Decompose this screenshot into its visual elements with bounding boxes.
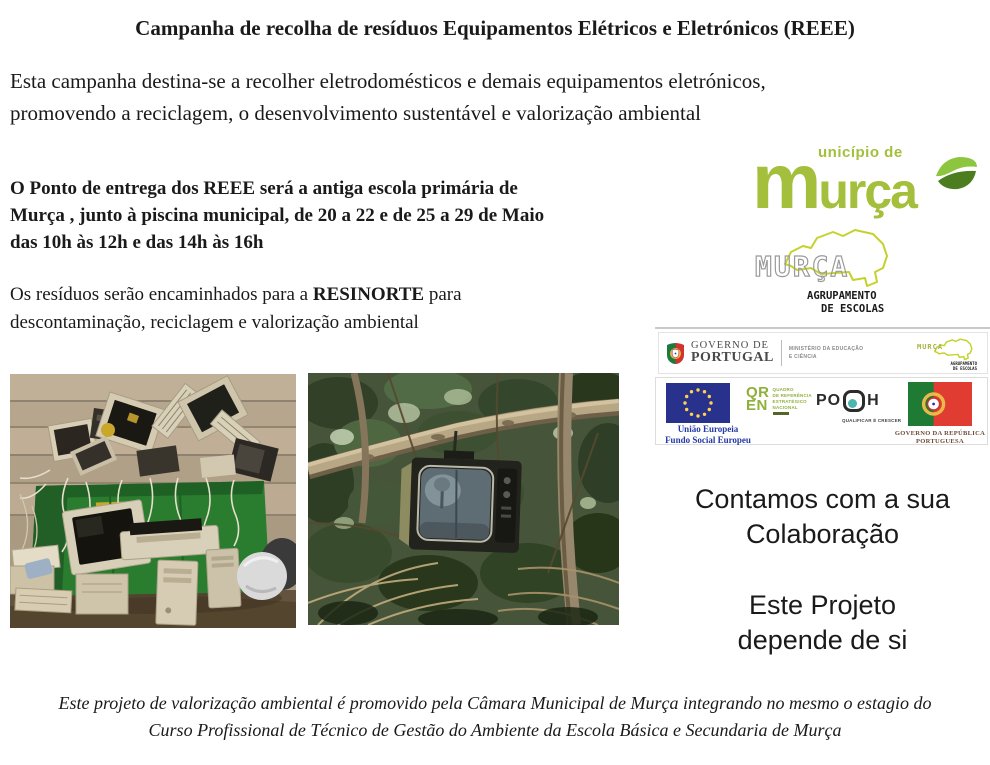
poph-caption: QUALIFICAR É CRESCER	[842, 418, 902, 423]
slogan-line-2: Colaboração	[745, 519, 900, 550]
qren-text-line-2: DE REFERÊNCIA	[772, 393, 812, 399]
mini-agrupamento-caption-line-2: DE ESCOLAS	[952, 365, 977, 371]
qren-text-line-3: ESTRATÉGICO	[772, 399, 807, 405]
republica-caption	[890, 430, 990, 447]
intro-line-2: promovendo a reciclagem, o desenvolvimento sustentável e valorização ambiental	[10, 100, 701, 125]
slogan-line-4: depende de si	[737, 625, 908, 656]
governo-line-1: GOVERNO DE	[691, 340, 769, 352]
destination-suffix: para	[424, 284, 462, 305]
republica-caption-line-2: PORTUGUESA	[916, 438, 964, 446]
eu-caption-line-1: União Europeia	[677, 424, 739, 434]
governo-line-2: PORTUGAL	[691, 350, 774, 366]
mini-agrupamento-name: MURÇA	[917, 343, 944, 351]
agrupamento-caption	[807, 290, 884, 316]
qren-text-line-4: NACIONAL	[772, 405, 798, 411]
slogans-block	[655, 482, 990, 658]
destination-line-2: descontaminação, reciclagem e valorização ambiental	[10, 311, 419, 333]
agrupamento-name: MURÇA	[755, 250, 850, 283]
municipio-small-text: unicípio de	[818, 144, 903, 161]
qren-letters-line-2: EN	[746, 396, 768, 414]
ministry-text	[789, 345, 863, 361]
agrupamento-de-escolas-logo	[755, 224, 895, 316]
eu-caption	[642, 424, 774, 446]
page-title: Campanha de recolha de resíduos Equipamentos Elétricos e Eletrónicos (REEE)	[135, 16, 855, 40]
delivery-line-3: das 10h às 12h e das 14h às 16h	[10, 231, 264, 253]
slogan-line-1: Contamos com a sua	[694, 484, 951, 514]
delivery-line-1: O Ponto de entrega dos REEE será a antiga escola primária de	[10, 178, 518, 199]
governo-wordmark	[691, 340, 774, 366]
delivery-point-paragraph	[10, 176, 544, 257]
mini-agrupamento-caption	[951, 361, 978, 371]
portuguese-shield-icon	[667, 343, 684, 364]
eu-caption-line-2: Fundo Social Europeu	[665, 434, 751, 445]
ministry-line-2: E CIÊNCIA	[788, 354, 817, 360]
qren-bar	[773, 412, 789, 415]
eu-flag-icon	[666, 383, 730, 423]
intro-paragraph	[10, 66, 766, 130]
agrupamento-caption-line-1: AGRUPAMENTO	[807, 290, 877, 302]
qren-logo	[746, 384, 812, 415]
delivery-line-2: Murça , junto à piscina municipal, de 20 a 22 e de 25 a 29 de Maio	[10, 204, 545, 226]
mini-agrupamento-caption-line-1: AGRUPAMENTO	[950, 360, 977, 366]
poph-po: PO	[816, 392, 842, 409]
destination-prefix: Os resíduos serão encaminhados para a	[10, 284, 313, 305]
footer-line-2: Curso Profissional de Técnico de Gestão do Ambiente da Escola Básica e Secundaria de Murça	[148, 720, 842, 740]
destination-paragraph	[10, 281, 462, 336]
footer-line-1: Este projeto de valorização ambiental é promovido pela Câmara Municipal de Murça integrando no mesmo o estagio do	[58, 693, 932, 713]
qren-text	[773, 387, 812, 415]
mini-agrupamento-logo	[915, 335, 979, 371]
abandoned-tv-photo	[308, 373, 619, 625]
agrupamento-caption-line-2: DE ESCOLAS	[821, 303, 885, 316]
governo-de-portugal-strip	[658, 332, 988, 374]
poph-glyph-icon	[843, 390, 865, 412]
divider-rule	[655, 327, 990, 329]
destination-line-1	[10, 281, 462, 309]
funding-logos-strip	[655, 377, 988, 445]
ewaste-dumpster-photo	[10, 374, 296, 628]
qren-letters-line-1: QR	[746, 384, 770, 401]
footer-note	[0, 690, 990, 744]
leaf-icon	[932, 154, 980, 194]
municipio-de-murca-logo	[752, 136, 990, 225]
ministry-line-1: MINISTÉRIO DA EDUCAÇÃO	[788, 346, 864, 352]
murca-rest: urça	[818, 162, 916, 219]
vertical-divider	[781, 340, 782, 366]
republica-caption-line-1: GOVERNO DA REPÚBLICA	[894, 430, 986, 437]
poph-logo	[816, 390, 880, 412]
resinorte-name: RESINORTE	[312, 284, 425, 305]
portugal-flag-icon	[908, 382, 972, 426]
murca-initial: m	[752, 136, 819, 225]
poph-h: H	[867, 392, 880, 409]
slogan-line-3: Este Projeto	[748, 590, 897, 621]
qren-text-line-1: QUADRO	[772, 387, 794, 392]
qren-letters	[746, 384, 770, 415]
murca-wordmark	[752, 136, 916, 225]
intro-line-1: Esta campanha destina-se a recolher eletrodomésticos e demais equipamentos eletrónicos,	[10, 69, 766, 93]
